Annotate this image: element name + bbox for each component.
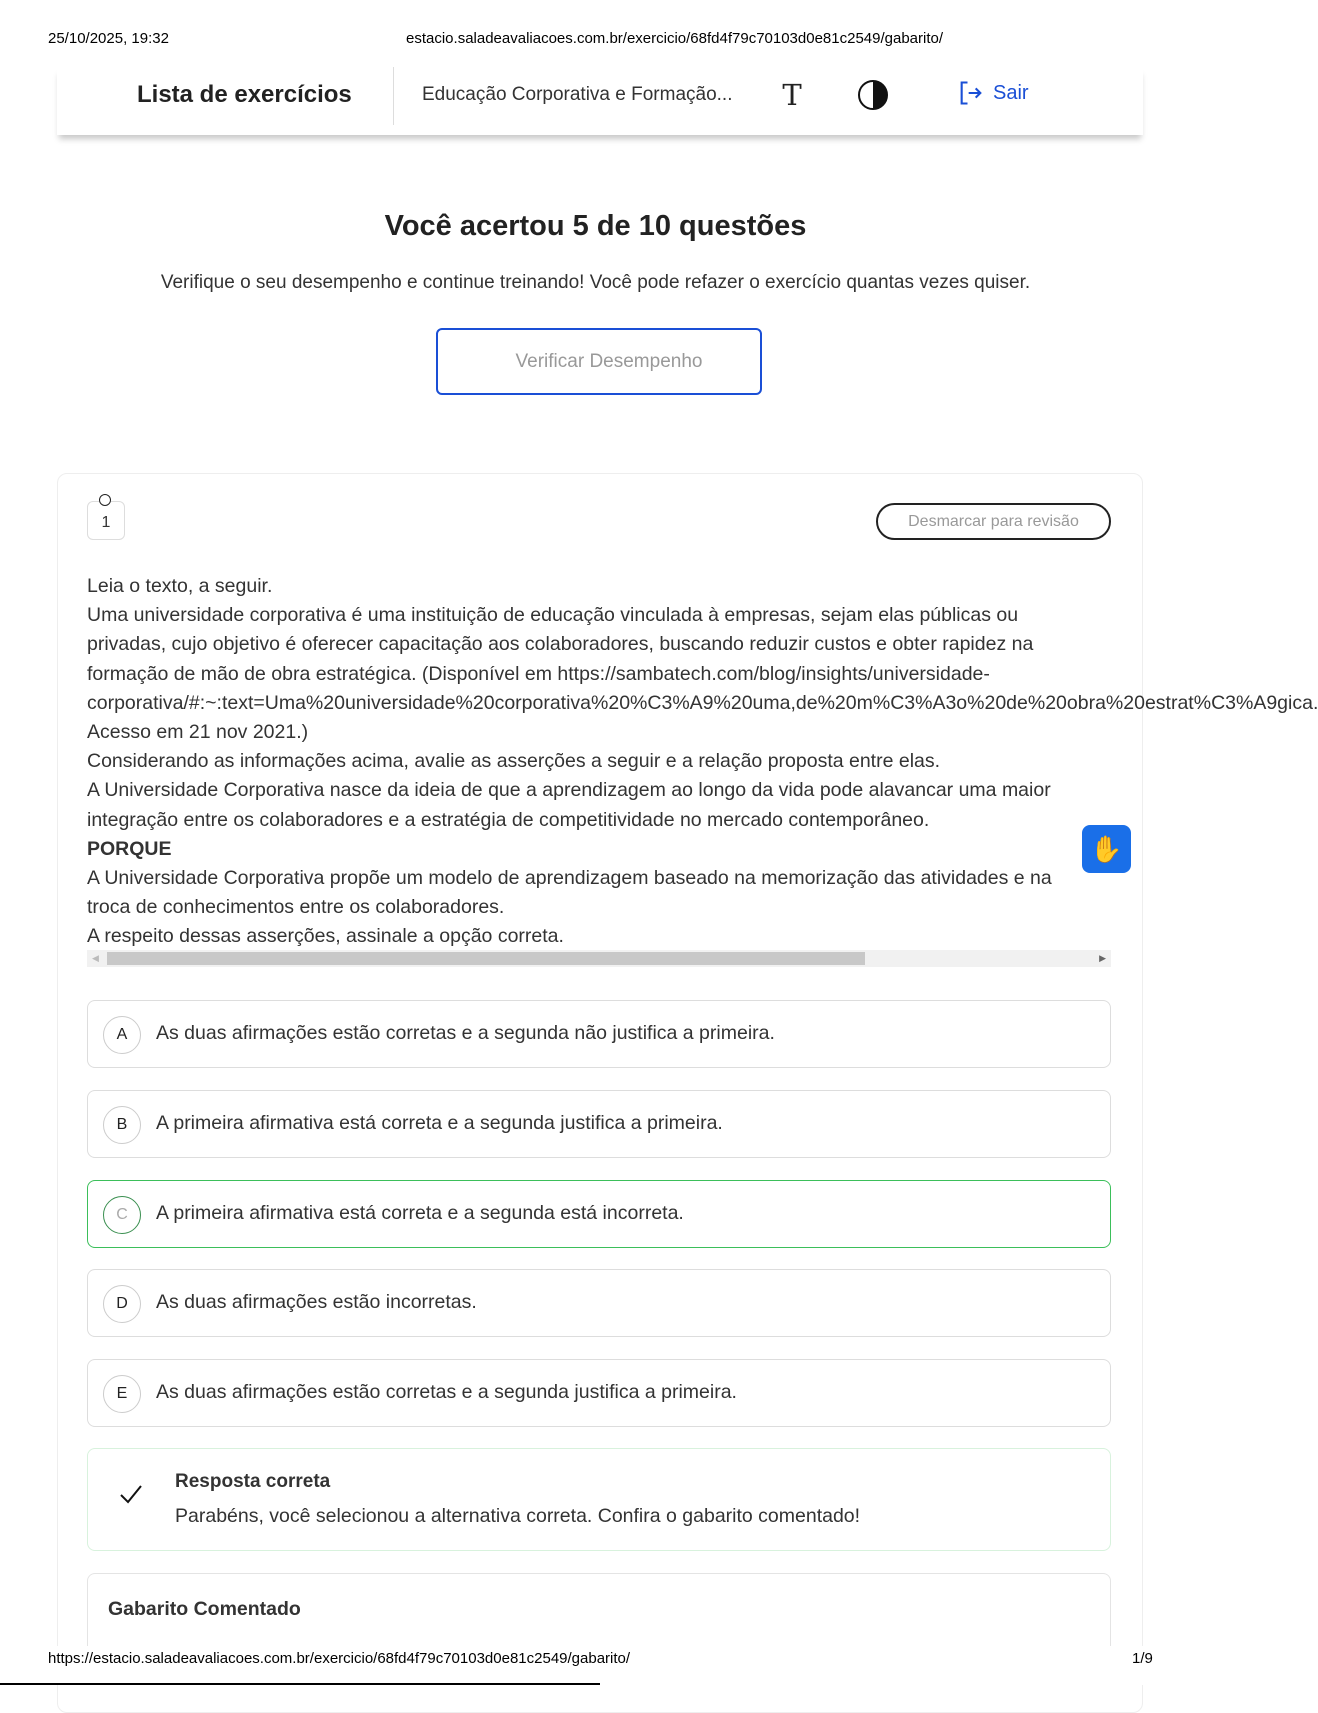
course-title: Educação Corporativa e Formação... [422,84,733,105]
option-letter: B [103,1106,141,1144]
option-letter: C [103,1196,141,1234]
text-line: A respeito dessas asserções, assinale a opção correta. [87,925,564,948]
commented-answer-title: Gabarito Comentado [108,1598,301,1620]
option-text: As duas afirmações estão corretas e a segunda não justifica a primeira. [156,1022,775,1044]
cut-line [0,1683,600,1685]
print-url-bottom: https://estacio.saladeavaliacoes.com.br/exercicio/68fd4f79c70103d0e81c2549/gabarito/ [48,1650,631,1667]
option-letter: D [103,1285,141,1323]
text-line: corporativa/#:~:text=Uma%20universidade%20corporativa%20%C3%A9%20uma,de%20m%C3%A3o%20de%20obra%20estrat%C3%A9gica. [87,691,1318,714]
sign-language-icon[interactable]: ✋ [1082,825,1131,873]
scrollbar-thumb[interactable] [107,952,865,965]
option-text: A primeira afirmativa está correta e a segunda está incorreta. [156,1202,684,1224]
question-number: 1 [87,501,125,540]
contrast-icon[interactable] [858,80,888,110]
feedback-box [87,1448,1111,1551]
option-text: As duas afirmações estão corretas e a segunda justifica a primeira. [156,1381,737,1403]
text-line: integração entre os colaboradores e a estratégia de competitividade no mercado contemporâneo. [87,808,930,831]
nav-divider [393,67,394,125]
font-size-icon[interactable]: T [782,78,802,112]
text-line: Leia o texto, a seguir. [87,575,273,597]
text-line: Uma universidade corporativa é uma instituição de educação vinculada à empresas, sejam elas públicas ou [87,604,1019,627]
text-line: Acesso em 21 nov 2021.) [87,721,309,744]
logout-icon [957,79,985,107]
text-line: Considerando as informações acima, avalie as asserções a seguir e a relação proposta entre elas. [87,750,941,773]
question-status-icon [99,494,111,506]
feedback-title: Resposta correta [175,1471,331,1492]
text-line: PORQUE [87,837,172,860]
print-page-number: 1/9 [1132,1650,1153,1667]
scroll-right-icon[interactable]: ▶ [1099,953,1106,963]
option-c-correct[interactable] [87,1180,1111,1248]
nav-brand[interactable]: Lista de exercícios [137,81,352,108]
check-performance-button[interactable]: Verificar Desempenho [436,328,762,395]
text-line: formação de mão de obra estratégica. (Disponível em https://sambatech.com/blog/insights/universidade- [87,662,990,685]
result-title: Você acertou 5 de 10 questões [384,210,807,242]
text-line: troca de conhecimentos entre os colaboradores. [87,896,505,919]
text-line: privadas, cujo objetivo é oferecer capacitação aos colaboradores, buscando reduzir custos e obter rapidez na [87,633,1034,656]
print-url: estacio.saladeavaliacoes.com.br/exercicio/68fd4f79c70103d0e81c2549/gabarito/ [406,30,944,47]
option-e[interactable] [87,1359,1111,1427]
option-letter: E [103,1375,141,1413]
option-text: As duas afirmações estão incorretas. [156,1291,477,1313]
option-b[interactable] [87,1090,1111,1158]
option-text: A primeira afirmativa está correta e a segunda justifica a primeira. [156,1112,723,1134]
option-d[interactable] [87,1269,1111,1337]
option-letter: A [103,1016,141,1054]
text-line: A Universidade Corporativa nasce da ideia de que a aprendizagem ao longo da vida pode alavancar uma maior [87,779,1051,802]
print-datetime: 25/10/2025, 19:32 [48,30,169,47]
commented-answer-box [87,1573,1111,1653]
horizontal-scrollbar[interactable] [87,950,1111,967]
option-a[interactable] [87,1000,1111,1068]
result-subtitle: Verifique o seu desempenho e continue treinando! Você pode refazer o exercício quantas vezes quiser. [160,272,1031,293]
question-text [87,572,1318,952]
unmark-review-button[interactable]: Desmarcar para revisão [876,503,1111,540]
scroll-left-icon[interactable]: ◀ [92,953,99,963]
top-nav [57,67,1143,135]
logout-button[interactable] [957,79,1029,107]
feedback-text: Parabéns, você selecionou a alternativa correta. Confira o gabarito comentado! [175,1505,861,1527]
logout-label: Sair [993,81,1029,104]
print-footer [0,1646,1191,1685]
check-icon [118,1483,144,1505]
text-line: A Universidade Corporativa propõe um modelo de aprendizagem baseado na memorização das atividades e na [87,867,1052,890]
